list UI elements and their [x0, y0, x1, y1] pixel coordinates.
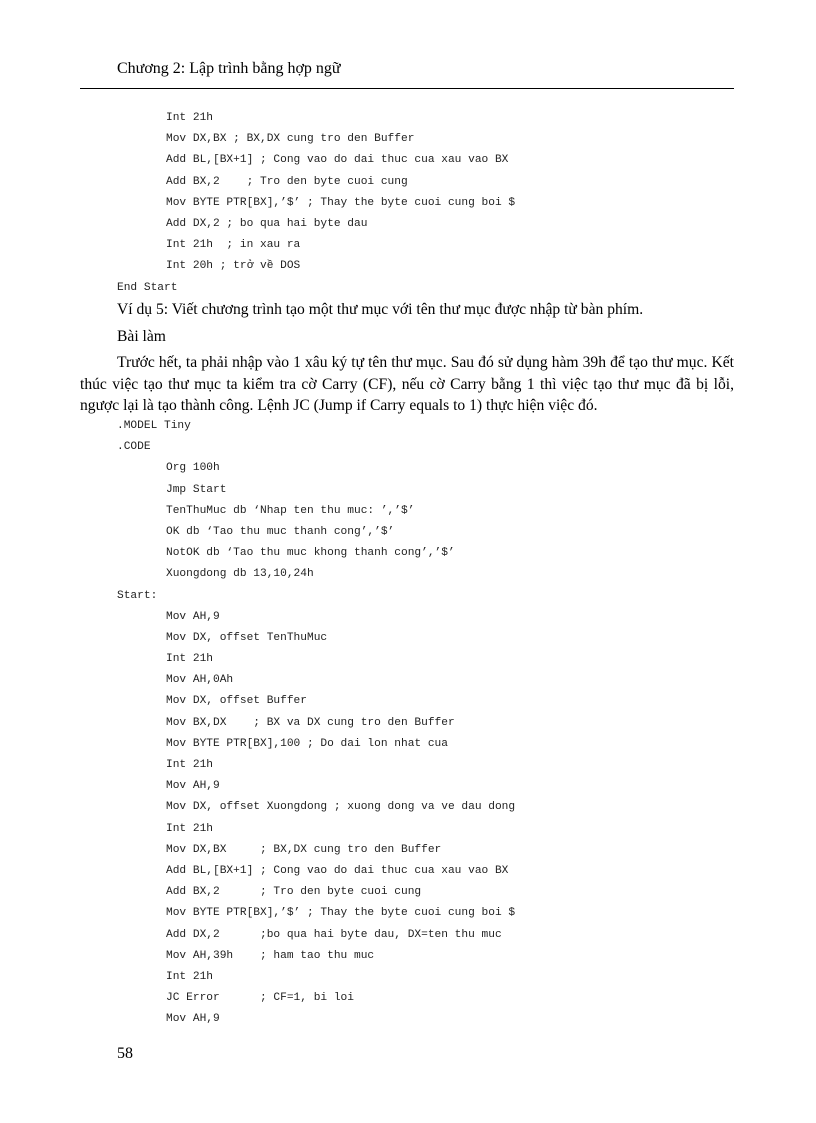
code-line: Mov AH,9	[166, 610, 220, 623]
code-line: Int 21h	[166, 822, 213, 835]
code-line: Jmp Start	[166, 483, 227, 496]
code-line: Mov AH,9	[166, 780, 220, 793]
code-line: Add BL,[BX+1] ; Cong vao do dai thuc cua xau vao BX	[166, 864, 509, 877]
code-line: Add DX,2 ; bo qua hai byte dau	[166, 217, 368, 230]
code-line: Add BX,2 ; Tro den byte cuoi cung	[166, 886, 422, 899]
solution-label: Bài làm	[117, 327, 166, 345]
code-line: TenThuMuc db ‘Nhap ten thu muc: ’,’$’	[166, 504, 415, 517]
code-block-2	[0, 416, 816, 1030]
code-line: Mov BYTE PTR[BX],’$’ ; Thay the byte cuoi cung boi $	[166, 196, 516, 209]
code-line: Org 100h	[166, 462, 220, 475]
code-line: Mov DX,BX ; BX,DX cung tro den Buffer	[166, 843, 442, 856]
code-line: Mov BYTE PTR[BX],’$’ ; Thay the byte cuoi cung boi $	[166, 907, 516, 920]
code-line: Mov BX,DX ; BX va DX cung tro den Buffer	[166, 716, 455, 729]
header-rule	[80, 88, 734, 89]
code-line: Mov DX,BX ; BX,DX cung tro den Buffer	[166, 133, 415, 146]
code-line: End Start	[117, 281, 178, 294]
prose-section	[0, 299, 816, 417]
code-line: Int 21h ; in xau ra	[166, 239, 301, 252]
code-line: Add BL,[BX+1] ; Cong vao do dai thuc cua xau vao BX	[166, 154, 509, 167]
code-line: Int 21h	[166, 759, 213, 771]
code-line: Int 21h	[166, 112, 213, 124]
code-line: Mov DX, offset TenThuMuc	[166, 631, 328, 644]
code-line: Int 21h	[166, 970, 213, 983]
code-line: OK db ‘Tao thu muc thanh cong’,’$’	[166, 525, 395, 538]
code-line: Mov AH,39h ; ham tao thu muc	[166, 949, 375, 962]
explanation-paragraph: Trước hết, ta phải nhập vào 1 xâu ký tự tên thư mục. Sau đó sử dụng hàm 39h để tạo thư mục. Kết thúc việc tạo thư mục ta kiểm tra cờ Carry (CF), nếu cờ Carry bằng 1 thì việc tạo thư mục đã bị lỗi, ngược lại là tạo thành công. Lệnh JC (Jump if Carry equals to 1) thực hiện việc đó.	[80, 354, 734, 415]
code-line: Int 21h	[166, 653, 213, 666]
code-line: Add BX,2 ; Tro den byte cuoi cung	[166, 175, 408, 188]
code-block-1	[0, 108, 816, 299]
page-number: 58	[117, 1045, 133, 1062]
code-line: Start:	[117, 589, 158, 602]
code-line: Xuongdong db 13,10,24h	[166, 568, 314, 581]
code-line: Mov DX, offset Buffer	[166, 695, 307, 708]
code-line: Mov AH,0Ah	[166, 674, 234, 687]
code-line: Mov DX, offset Xuongdong ; xuong dong va ve dau dong	[166, 801, 516, 814]
code-line: .MODEL Tiny	[117, 420, 191, 432]
example-heading: Ví dụ 5: Viết chương trình tạo một thư mục với tên thư mục được nhập từ bàn phím.	[117, 301, 644, 318]
code-line: Add DX,2 ;bo qua hai byte dau, DX=ten thu muc	[166, 928, 502, 941]
code-line: JC Error ; CF=1, bi loi	[166, 992, 354, 1005]
code-line: Mov BYTE PTR[BX],100 ; Do dai lon nhat cua	[166, 737, 448, 750]
code-line: NotOK db ‘Tao thu muc khong thanh cong’,’$’	[166, 547, 455, 560]
code-line: .CODE	[117, 441, 151, 454]
code-line: Int 20h ; trở về DOS	[166, 260, 301, 273]
running-header: Chương 2: Lập trình bằng hợp ngữ	[117, 60, 341, 77]
code-line: Mov AH,9	[166, 1013, 220, 1026]
